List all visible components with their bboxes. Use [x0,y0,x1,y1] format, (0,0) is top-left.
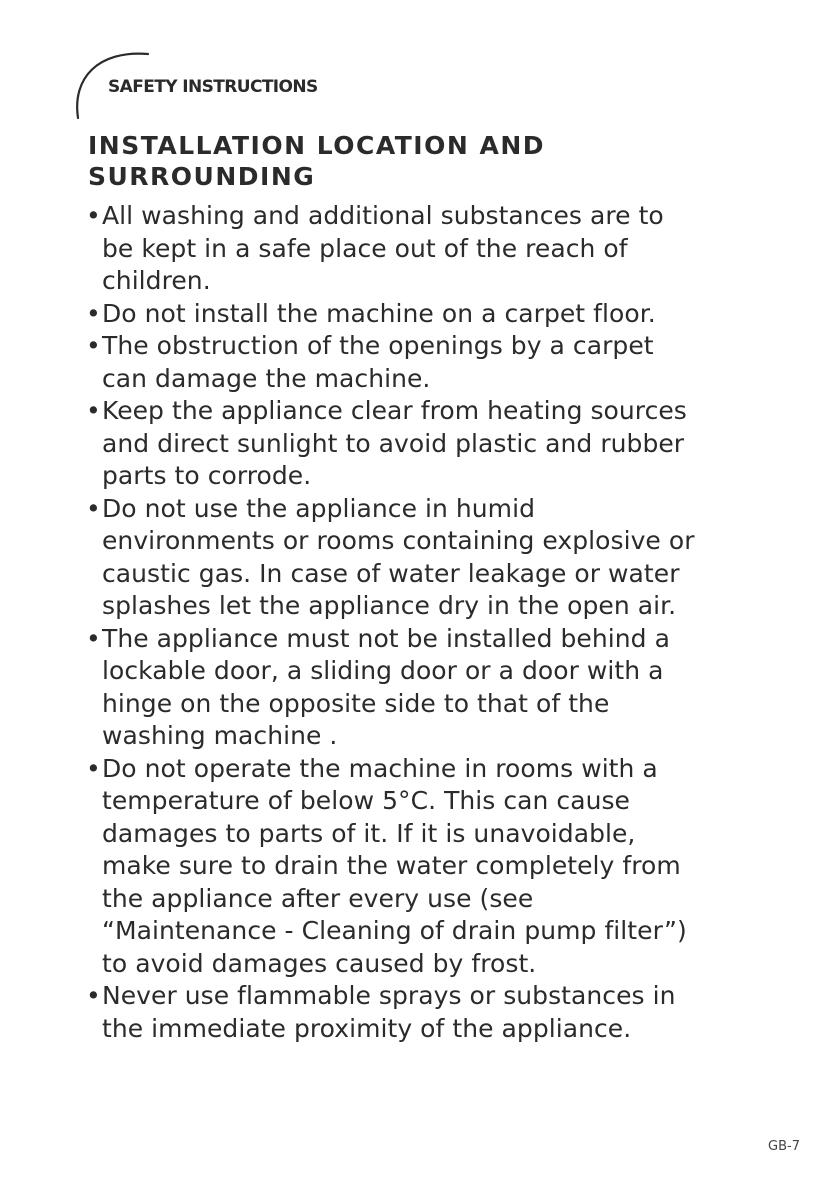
bullet-icon: • [86,623,101,653]
list-item-text: Do not install the machine on a carpet floor. [102,298,656,328]
list-item [86,298,776,331]
safety-bullet-list [86,200,776,1045]
list-item [86,753,776,981]
page-number: GB-7 [768,1139,800,1154]
bullet-icon: • [86,298,101,328]
bullet-icon: • [86,396,101,425]
list-item [86,493,776,623]
list-item [86,200,776,298]
list-item-text: Do not use the appliance in humid environments or rooms containing explosive or caustic gas. In case of water leakage or water splashes let the appliance dry in the open air. [102,493,695,620]
list-item-text: The obstruction of the openings by a carpet can damage the machine. [102,331,654,393]
header-label: SAFETY INSTRUCTIONS [108,77,318,97]
list-item-text: Do not operate the machine in rooms with a temperature of below 5°C. This can cause damages to parts of it. If it is unavoidable, make sure to drain the water completely from the appliance after every use (see “Maintenance - Cleaning of drain pump filter”) to avoid damages caused by frost. [102,753,687,978]
bullet-icon: • [86,201,101,230]
bullet-icon: • [86,981,101,1010]
list-item-text: All washing and additional substances are to be kept in a safe place out of the reach of children. [102,201,664,295]
bullet-icon: • [86,753,101,783]
bullet-icon: • [86,331,101,360]
list-item [86,395,776,493]
list-item-text: The appliance must not be installed behind a lockable door, a sliding door or a door with a hinge on the opposite side to that of the washing machine . [102,623,670,750]
bullet-icon: • [86,493,101,523]
list-item [86,980,776,1045]
list-item [86,330,776,395]
list-item [86,623,776,753]
list-item-text: Keep the appliance clear from heating sources and direct sunlight to avoid plastic and rubber parts to corrode. [102,396,687,490]
section-title: INSTALLATION LOCATION AND SURROUNDING [88,131,545,191]
list-item-text: Never use flammable sprays or substances in the immediate proximity of the appliance. [102,981,676,1043]
